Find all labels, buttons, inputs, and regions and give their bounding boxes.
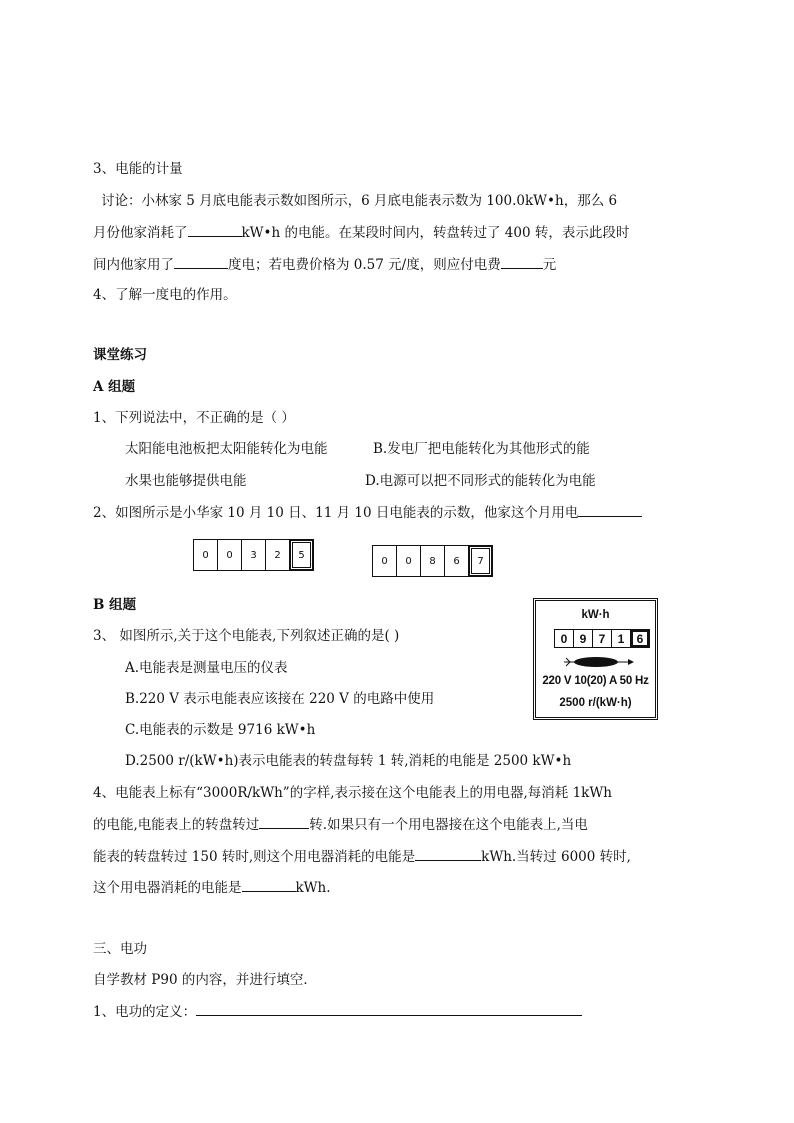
- question-4: 4、电能表上标有“3000R/kWh”的字样,表示接在这个电能表上的用电器,每消耗 1kWh: [93, 785, 612, 801]
- meter-digit-decimal: 6: [631, 630, 649, 647]
- meter-digit: 8: [421, 546, 445, 576]
- meter-digit: 0: [194, 540, 218, 570]
- option-d: D.电源可以把不同形式的能转化为电能: [365, 473, 596, 489]
- meter-digit: 1: [612, 630, 631, 647]
- answer-blank[interactable]: [415, 847, 481, 861]
- answer-blank[interactable]: [501, 255, 543, 269]
- meter-digit: 2: [266, 540, 290, 570]
- question-1: 1、下列说法中，不正确的是（ ）: [93, 410, 295, 426]
- discussion-line: 月份他家消耗了 kW•h 的电能。在某段时间内，转盘转过了 400 转，表示此段时: [93, 225, 630, 241]
- group-a-heading: A 组题: [93, 379, 136, 395]
- discussion-line: 间内他家用了 度电；若电费价格为 0.57 元/度，则应付电费 元: [93, 257, 557, 273]
- question-4-line: 能表的转盘转过 150 转时,则这个用电器消耗的电能是 kWh.当转过 6000 转时,: [93, 849, 631, 865]
- meter-rating: 220 V 10(20) A 50 Hz: [542, 675, 649, 687]
- meter-reading-nov: [372, 545, 493, 577]
- answer-blank[interactable]: [259, 815, 309, 829]
- option-a: A.电能表是测量电压的仪表: [125, 660, 288, 676]
- intro-text: 自学教材 P90 的内容，并进行填空．: [93, 972, 317, 988]
- option-b: B.发电厂把电能转化为其他形式的能: [373, 441, 590, 457]
- option-c: C.电能表的示数是 9716 kW•h: [125, 722, 316, 738]
- meter-unit: kW·h: [581, 609, 610, 621]
- meter-digit: 0: [397, 546, 421, 576]
- meter-digit-decimal: 5: [290, 540, 313, 570]
- meter-digit: 6: [445, 546, 469, 576]
- rotating-disc-icon: [564, 655, 634, 669]
- option-b: B.220 V 表示电能表应该接在 220 V 的电路中使用: [125, 691, 435, 707]
- option-c: 水果也能够提供电能: [125, 473, 247, 489]
- question-4-line: 这个用电器消耗的电能是 kWh.: [93, 880, 331, 896]
- option-a: 太阳能电池板把太阳能转化为电能: [125, 441, 328, 457]
- answer-blank[interactable]: [188, 223, 242, 237]
- answer-blank[interactable]: [578, 503, 642, 517]
- electric-meter-figure: [533, 598, 658, 720]
- answer-blank[interactable]: [242, 878, 296, 892]
- meter-digit-decimal: 7: [469, 546, 492, 576]
- answer-blank[interactable]: [196, 1002, 582, 1016]
- question-2: 2、如图所示是小华家 10 月 10 日、11 月 10 日电能表的示数，他家这个月用电: [93, 503, 642, 522]
- meter-digit: 0: [218, 540, 242, 570]
- meter-digits: [554, 629, 650, 648]
- meter-digit: 3: [242, 540, 266, 570]
- question-3: 3、 如图所示,关于这个电能表,下列叙述正确的是( ): [93, 628, 400, 644]
- item-text: 4、了解一度电的作用。: [93, 287, 237, 303]
- meter-digit: 7: [593, 630, 612, 647]
- answer-blank[interactable]: [174, 255, 228, 269]
- section-heading: 三、电功: [93, 941, 147, 957]
- meter-reading-oct: [193, 539, 314, 571]
- question-4-line: 的电能,电能表上的转盘转过 转.如果只有一个用电器接在这个电能表上,当电: [93, 817, 588, 833]
- section-heading: 3、电能的计量: [93, 161, 183, 177]
- item-text: 1、电功的定义：: [93, 1002, 582, 1021]
- group-b-heading: B 组题: [93, 597, 137, 613]
- discussion-line: 讨论：小林家 5 月底电能表示数如图所示，6 月底电能表示数为 100.0kW•h，那么 6: [101, 193, 618, 209]
- meter-revolutions: 2500 r/(kW·h): [559, 697, 632, 709]
- practice-heading: 课堂练习: [93, 347, 147, 363]
- meter-digit: 9: [574, 630, 593, 647]
- meter-digit: 0: [373, 546, 397, 576]
- meter-digit: 0: [555, 630, 574, 647]
- option-d: D.2500 r/(kW•h)表示电能表的转盘每转 1 转,消耗的电能是 2500 kW•h: [125, 753, 572, 769]
